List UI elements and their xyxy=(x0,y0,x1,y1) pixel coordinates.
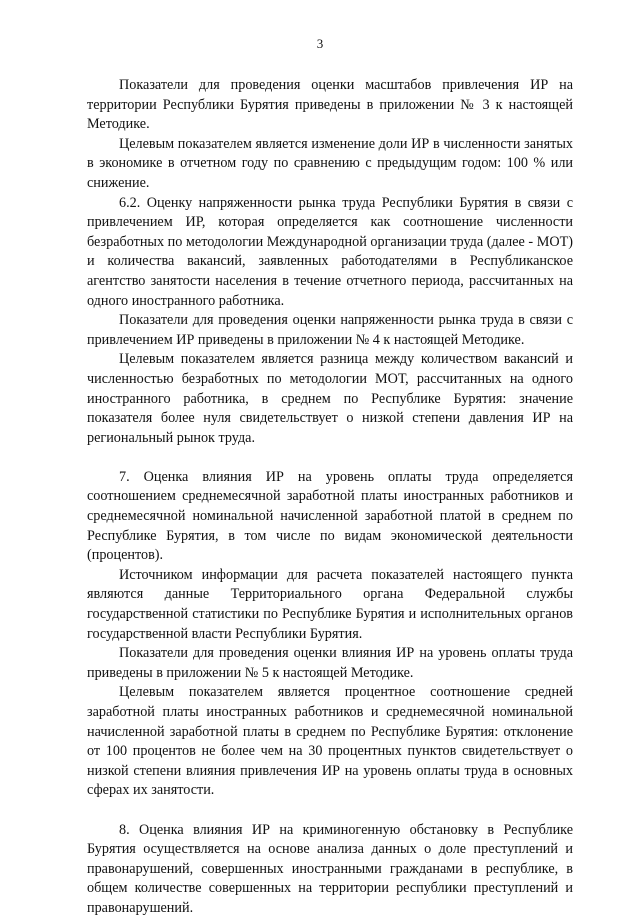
paragraph-appendix-3: Показатели для проведения оценки масштабов привлечения ИР на территории Республики Бурятия приведены в приложении № 3 к настоящей Методике. xyxy=(87,77,573,133)
paragraph-info-source: Источником информации для расчета показателей настоящего пункта являются данные Территориального органа Федеральной службы государственной статистики по Республике Бурятия и исполнительных органов государственной власти Республики Бурятия. xyxy=(87,566,573,642)
paragraph-appendix-5: Показатели для проведения оценки влияния ИР на уровень оплаты труда приведены в приложении № 5 к настоящей Методике. xyxy=(87,645,573,681)
paragraph-target-vacancies: Целевым показателем является разница между количеством вакансий и численностью безработных по методологии МОТ, рассчитанных на одного иностранного работника, в среднем по Республике Бурятия: значение показателя более нуля свидетельствует о низкой степени давления ИР на региональный рынок труда. xyxy=(87,351,573,446)
section-gap xyxy=(87,801,573,821)
paragraph-section-7: 7. Оценка влияния ИР на уровень оплаты труда определяется соотношением среднемесячной заработной платы иностранных работников и среднемесячной номинальной начисленной заработной платой в среднем по Республике Бурятия, в том числе по видам экономической деятельности (процентов). xyxy=(87,468,573,564)
paragraph-6-2: 6.2. Оценку напряженности рынка труда Республики Бурятия в связи с привлечением ИР, которая определяется как соотношение численности безработных по методологии Международной организации труда (далее - МОТ) и количества вакансий, заявленных работодателями в Республиканское агентство занятости населения в течение отчетного периода, рассчитанных на одного иностранного работника. xyxy=(87,194,573,309)
paragraph-target-share: Целевым показателем является изменение доли ИР в численности занятых в экономике в отчетном году по сравнению с предыдущим годом: 100 % или снижение. xyxy=(87,135,573,191)
page-number: 3 xyxy=(316,36,324,51)
paragraph-appendix-4: Показатели для проведения оценки напряженности рынка труда в связи с привлечением ИР приведены в приложении № 4 к настоящей Методике. xyxy=(87,312,573,348)
paragraph-section-8: 8. Оценка влияния ИР на криминогенную обстановку в Республике Бурятия осуществляется на основе анализа данных о доле преступлений и правонарушений, совершенных иностранными гражданами в республике, в общем количестве совершенных на территории республики преступлений и правонарушений. xyxy=(87,821,573,916)
section-gap xyxy=(87,448,573,468)
paragraph-target-wages: Целевым показателем является процентное соотношение средней заработной платы иностранных работников и среднемесячной номинальной начисленной заработной платы в среднем по Республике Бурятия: отклонение от 100 процентов не более чем на 30 процентных пунктов свидетельствует о низкой степени влияния привлечения ИР на уровень оплаты труда в основных сферах их занятости. xyxy=(87,684,573,799)
document-body xyxy=(87,76,573,919)
